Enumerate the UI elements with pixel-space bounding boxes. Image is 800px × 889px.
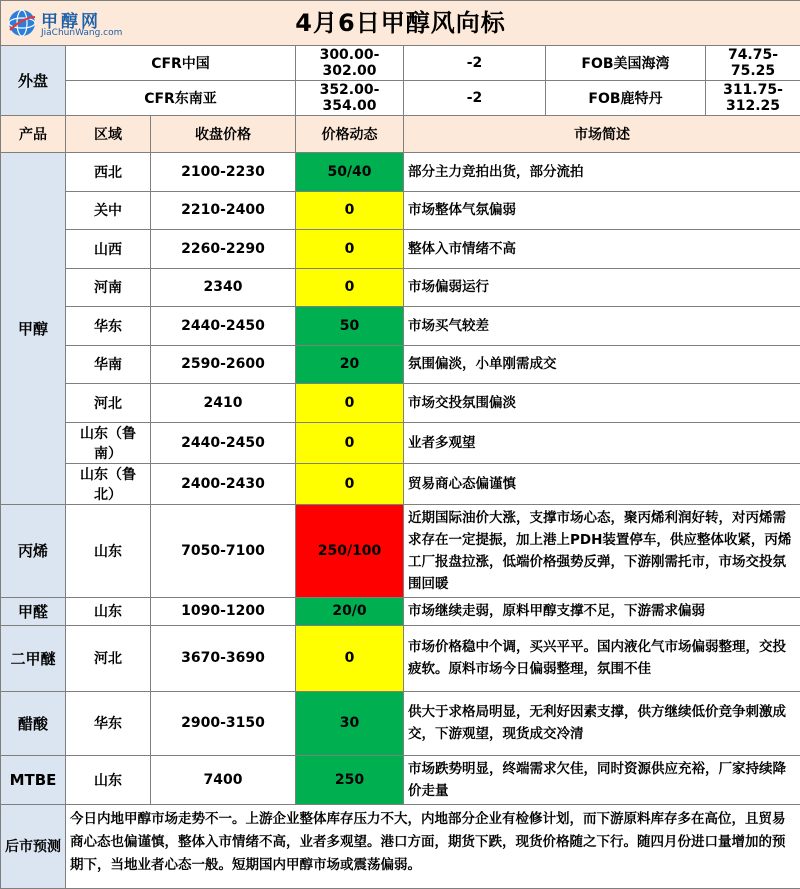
change-cell: 0 [296,230,404,269]
table-row [1,597,800,625]
price-cell: 7400 [151,755,296,804]
product-label: 甲醛 [1,597,66,625]
site-logo[interactable] [7,6,147,42]
external-change: -2 [404,81,546,116]
change-cell: 0 [296,422,404,463]
change-cell: 20 [296,345,404,384]
header-summary: 市场简述 [404,116,800,153]
outlook-row [1,804,800,888]
change-cell: 0 [296,268,404,307]
price-cell: 2590-2600 [151,345,296,384]
summary-cell: 市场买气较差 [404,307,800,346]
title-row [1,1,800,46]
page-title: 4月6日甲醇风向标 [5,1,796,45]
summary-cell: 氛围偏淡，小单刚需成交 [404,345,800,384]
price-cell: 3670-3690 [151,625,296,691]
summary-cell: 供大于求格局明显，无利好因素支撑，供方继续低价竞争刺激成交，下游观望，现货成交冷清 [404,691,800,755]
external-price: 352.00-354.00 [296,81,404,116]
summary-cell: 业者多观望 [404,422,800,463]
external-name: FOB鹿特丹 [546,81,706,116]
table-row [1,230,800,269]
table-row [1,755,800,804]
change-cell: 50 [296,307,404,346]
price-cell: 2340 [151,268,296,307]
change-cell: 50/40 [296,153,404,192]
external-change: -2 [404,46,546,81]
region-cell: 河北 [66,384,151,423]
table-row [1,153,800,192]
change-cell: 20/0 [296,597,404,625]
region-cell: 华东 [66,691,151,755]
table-row [1,345,800,384]
header-change: 价格动态 [296,116,404,153]
price-cell: 1090-1200 [151,597,296,625]
price-cell: 2440-2450 [151,307,296,346]
external-row [1,46,800,81]
external-name: CFR中国 [66,46,296,81]
region-cell: 华南 [66,345,151,384]
summary-cell: 整体入市情绪不高 [404,230,800,269]
region-cell: 山东 [66,597,151,625]
change-cell: 0 [296,191,404,230]
summary-cell: 市场跌势明显，终端需求欠佳，同时资源供应充裕，厂家持续降价走量 [404,755,800,804]
table-row [1,307,800,346]
price-cell: 2900-3150 [151,691,296,755]
summary-cell: 市场偏弱运行 [404,268,800,307]
product-label: MTBE [1,755,66,804]
region-cell: 关中 [66,191,151,230]
table-row [1,191,800,230]
product-label: 甲醇 [1,153,66,505]
header-price: 收盘价格 [151,116,296,153]
table-row [1,625,800,691]
region-cell: 山东 [66,504,151,597]
summary-cell: 市场价格稳中个调，买兴平平。国内液化气市场偏弱整理，交投疲软。原料市场今日偏弱整理，氛围不佳 [404,625,800,691]
header-product: 产品 [1,116,66,153]
summary-cell: 贸易商心态偏谨慎 [404,463,800,504]
product-label: 丙烯 [1,504,66,597]
change-cell: 0 [296,463,404,504]
table-row [1,384,800,423]
summary-cell: 市场整体气氛偏弱 [404,191,800,230]
price-cell: 2100-2230 [151,153,296,192]
logo-text: 甲醇网 [41,7,101,32]
region-cell: 华东 [66,307,151,346]
external-row [1,81,800,116]
table-row [1,691,800,755]
table-row [1,268,800,307]
summary-cell: 市场交投氛围偏淡 [404,384,800,423]
table-row [1,463,800,504]
column-header-row [1,116,800,153]
region-cell: 西北 [66,153,151,192]
region-cell: 山东（鲁南） [66,422,151,463]
change-cell: 0 [296,625,404,691]
external-price: 74.75-75.25 [706,46,800,81]
price-cell: 2400-2430 [151,463,296,504]
region-cell: 山东 [66,755,151,804]
product-label: 醋酸 [1,691,66,755]
table-row [1,422,800,463]
title-cell [1,1,800,46]
summary-cell: 近期国际油价大涨，支撑市场心态，聚丙烯利润好转，对丙烯需求存在一定提振，加上港上PDH装置停车，供应整体收紧，丙烯工厂报盘拉涨，低端价格强势反弹，下游刚需托市，市场交投氛围回暖 [404,504,800,597]
external-price: 311.75-312.25 [706,81,800,116]
price-cell: 2410 [151,384,296,423]
price-cell: 2260-2290 [151,230,296,269]
change-cell: 0 [296,384,404,423]
change-cell: 250/100 [296,504,404,597]
globe-icon [7,8,37,38]
external-label: 外盘 [1,46,66,116]
external-name: FOB美国海湾 [546,46,706,81]
logo-subtitle: JiaChunWang.com [41,28,122,38]
outlook-text: 今日内地甲醇市场走势不一。上游企业整体库存压力不大，内地部分企业有检修计划，而下游原料库存多在高位，且贸易商心态也偏谨慎，整体入市情绪不高，业者多观望。港口方面，期货下跌，现货价格随之下行。随四月份进口量增加的预期下，当地业者心态一般。短期国内甲醇市场或震荡偏弱。 [66,804,800,888]
region-cell: 河南 [66,268,151,307]
outlook-label: 后市预测 [1,804,66,888]
price-cell: 2440-2450 [151,422,296,463]
summary-cell: 部分主力竞拍出货，部分流拍 [404,153,800,192]
external-price: 300.00-302.00 [296,46,404,81]
price-cell: 2210-2400 [151,191,296,230]
region-cell: 山西 [66,230,151,269]
change-cell: 30 [296,691,404,755]
region-cell: 山东（鲁北） [66,463,151,504]
region-cell: 河北 [66,625,151,691]
external-name: CFR东南亚 [66,81,296,116]
product-label: 二甲醚 [1,625,66,691]
table-row [1,504,800,597]
header-region: 区域 [66,116,151,153]
summary-cell: 市场继续走弱，原料甲醇支撑不足，下游需求偏弱 [404,597,800,625]
change-cell: 250 [296,755,404,804]
price-cell: 7050-7100 [151,504,296,597]
